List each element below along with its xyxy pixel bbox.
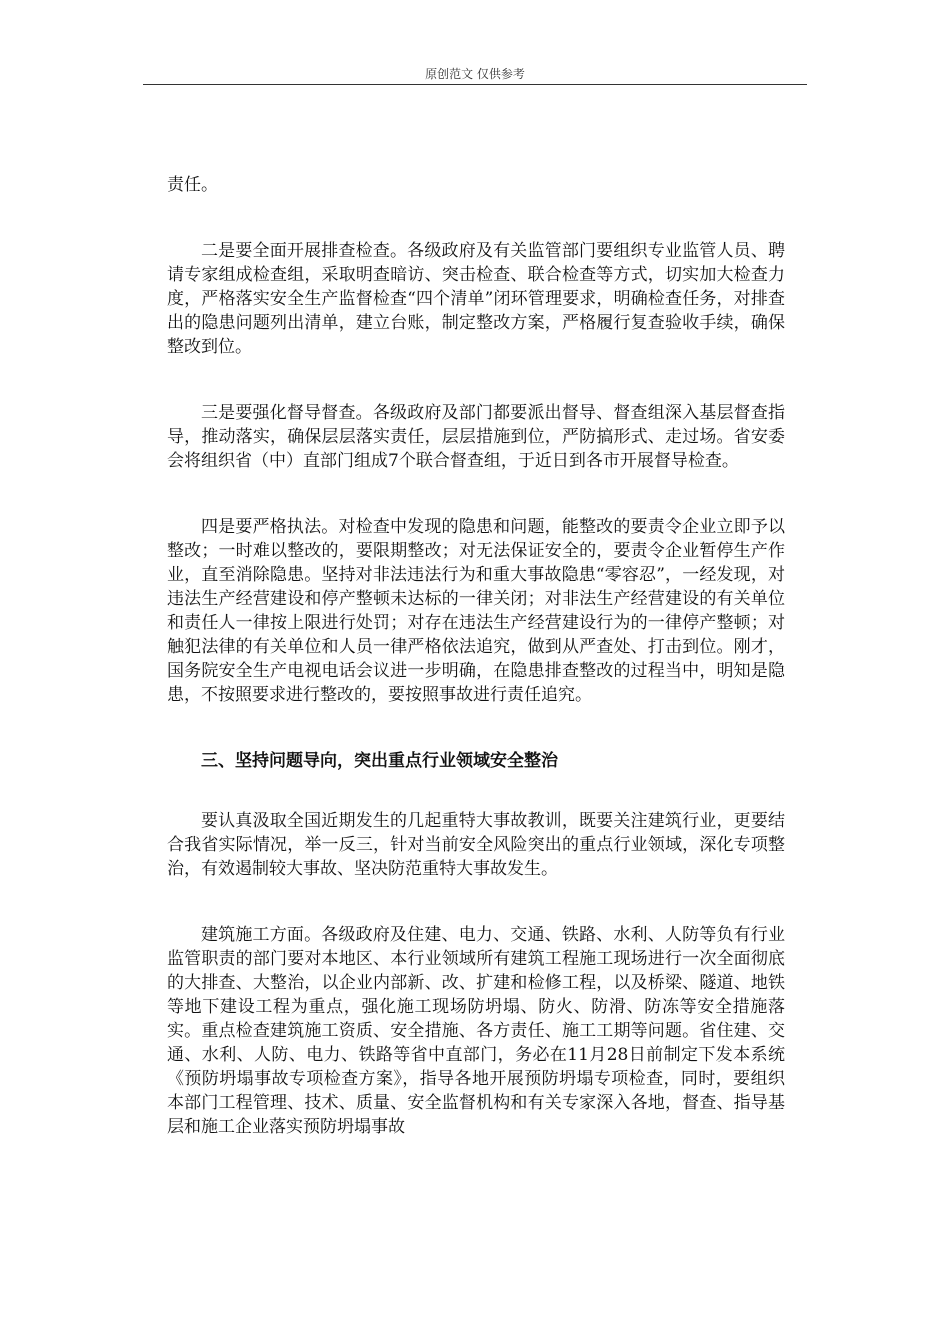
section-heading: 三、坚持问题导向，突出重点行业领域安全整治 [201, 751, 558, 771]
paragraph-spacer [167, 881, 785, 923]
document-body [167, 173, 785, 1139]
header-text: 原创范文 仅供参考 [425, 67, 525, 81]
paragraph-spacer [167, 359, 785, 401]
paragraph-spacer [167, 473, 785, 515]
paragraph-spacer [167, 773, 785, 809]
paragraph-inspection: 二是要全面开展排查检查。各级政府及有关监管部门要组织专业监管人员、聘请专家组成检查组，采取明查暗访、突击检查、联合检查等方式，切实加大检查力度，严格落实安全生产监督检查“四个清单”闭环管理要求，明确检查任务，对排查出的隐患问题列出清单，建立台账，制定整改方案，严格履行复查验收手续，确保整改到位。 [167, 241, 785, 357]
paragraph-construction: 建筑施工方面。各级政府及住建、电力、交通、铁路、水利、人防等负有行业监管职责的部门要对本地区、本行业领域所有建筑工程施工现场进行一次全面彻底的大排查、大整治，以企业内部新、改、扩建和检修工程，以及桥梁、隧道、地铁等地下建设工程为重点，强化施工现场防坍塌、防火、防滑、防冻等安全措施落实。重点检查建筑施工资质、安全措施、各方责任、施工工期等问题。省住建、交通、水利、人防、电力、铁路等省中直部门，务必在11月28日前制定下发本系统《预防坍塌事故专项检查方案》，指导各地开展预防坍塌专项检查，同时，要组织本部门工程管理、技术、质量、安全监督机构和有关专家深入各地，督查、指导基层和施工企业落实预防坍塌事故 [167, 925, 785, 1137]
paragraph-enforcement: 四是要严格执法。对检查中发现的隐患和问题，能整改的要责令企业立即予以整改；一时难以整改的，要限期整改；对无法保证安全的，要责令企业暂停生产作业，直至消除隐患。坚持对非法违法行为和重大事故隐患“零容忍”，一经发现，对违法生产经营建设和停产整顿未达标的一律关闭；对非法生产经营建设的有关单位和责任人一律按上限进行处罚；对存在违法生产经营建设行为的一律停产整顿；对触犯法律的有关单位和人员一律严格依法追究，做到从严查处、打击到位。刚才，国务院安全生产电视电话会议进一步明确，在隐患排查整改的过程当中，明知是隐患，不按照要求进行整改的，要按照事故进行责任追究。 [167, 517, 785, 705]
paragraph-spacer [167, 707, 785, 749]
paragraph-continuation: 责任。 [167, 175, 218, 195]
paragraph-spacer [167, 197, 785, 239]
paragraph-supervision: 三是要强化督导督查。各级政府及部门都要派出督导、督查组深入基层督查指导，推动落实，确保层层落实责任，层层措施到位，严防搞形式、走过场。省安委会将组织省（中）直部门组成7个联合督查组，于近日到各市开展督导检查。 [167, 403, 785, 471]
page-header [143, 66, 807, 85]
paragraph-lessons: 要认真汲取全国近期发生的几起重特大事故教训，既要关注建筑行业，更要结合我省实际情况，举一反三，针对当前安全风险突出的重点行业领域，深化专项整治，有效遏制较大事故、坚决防范重特大事故发生。 [167, 811, 785, 879]
